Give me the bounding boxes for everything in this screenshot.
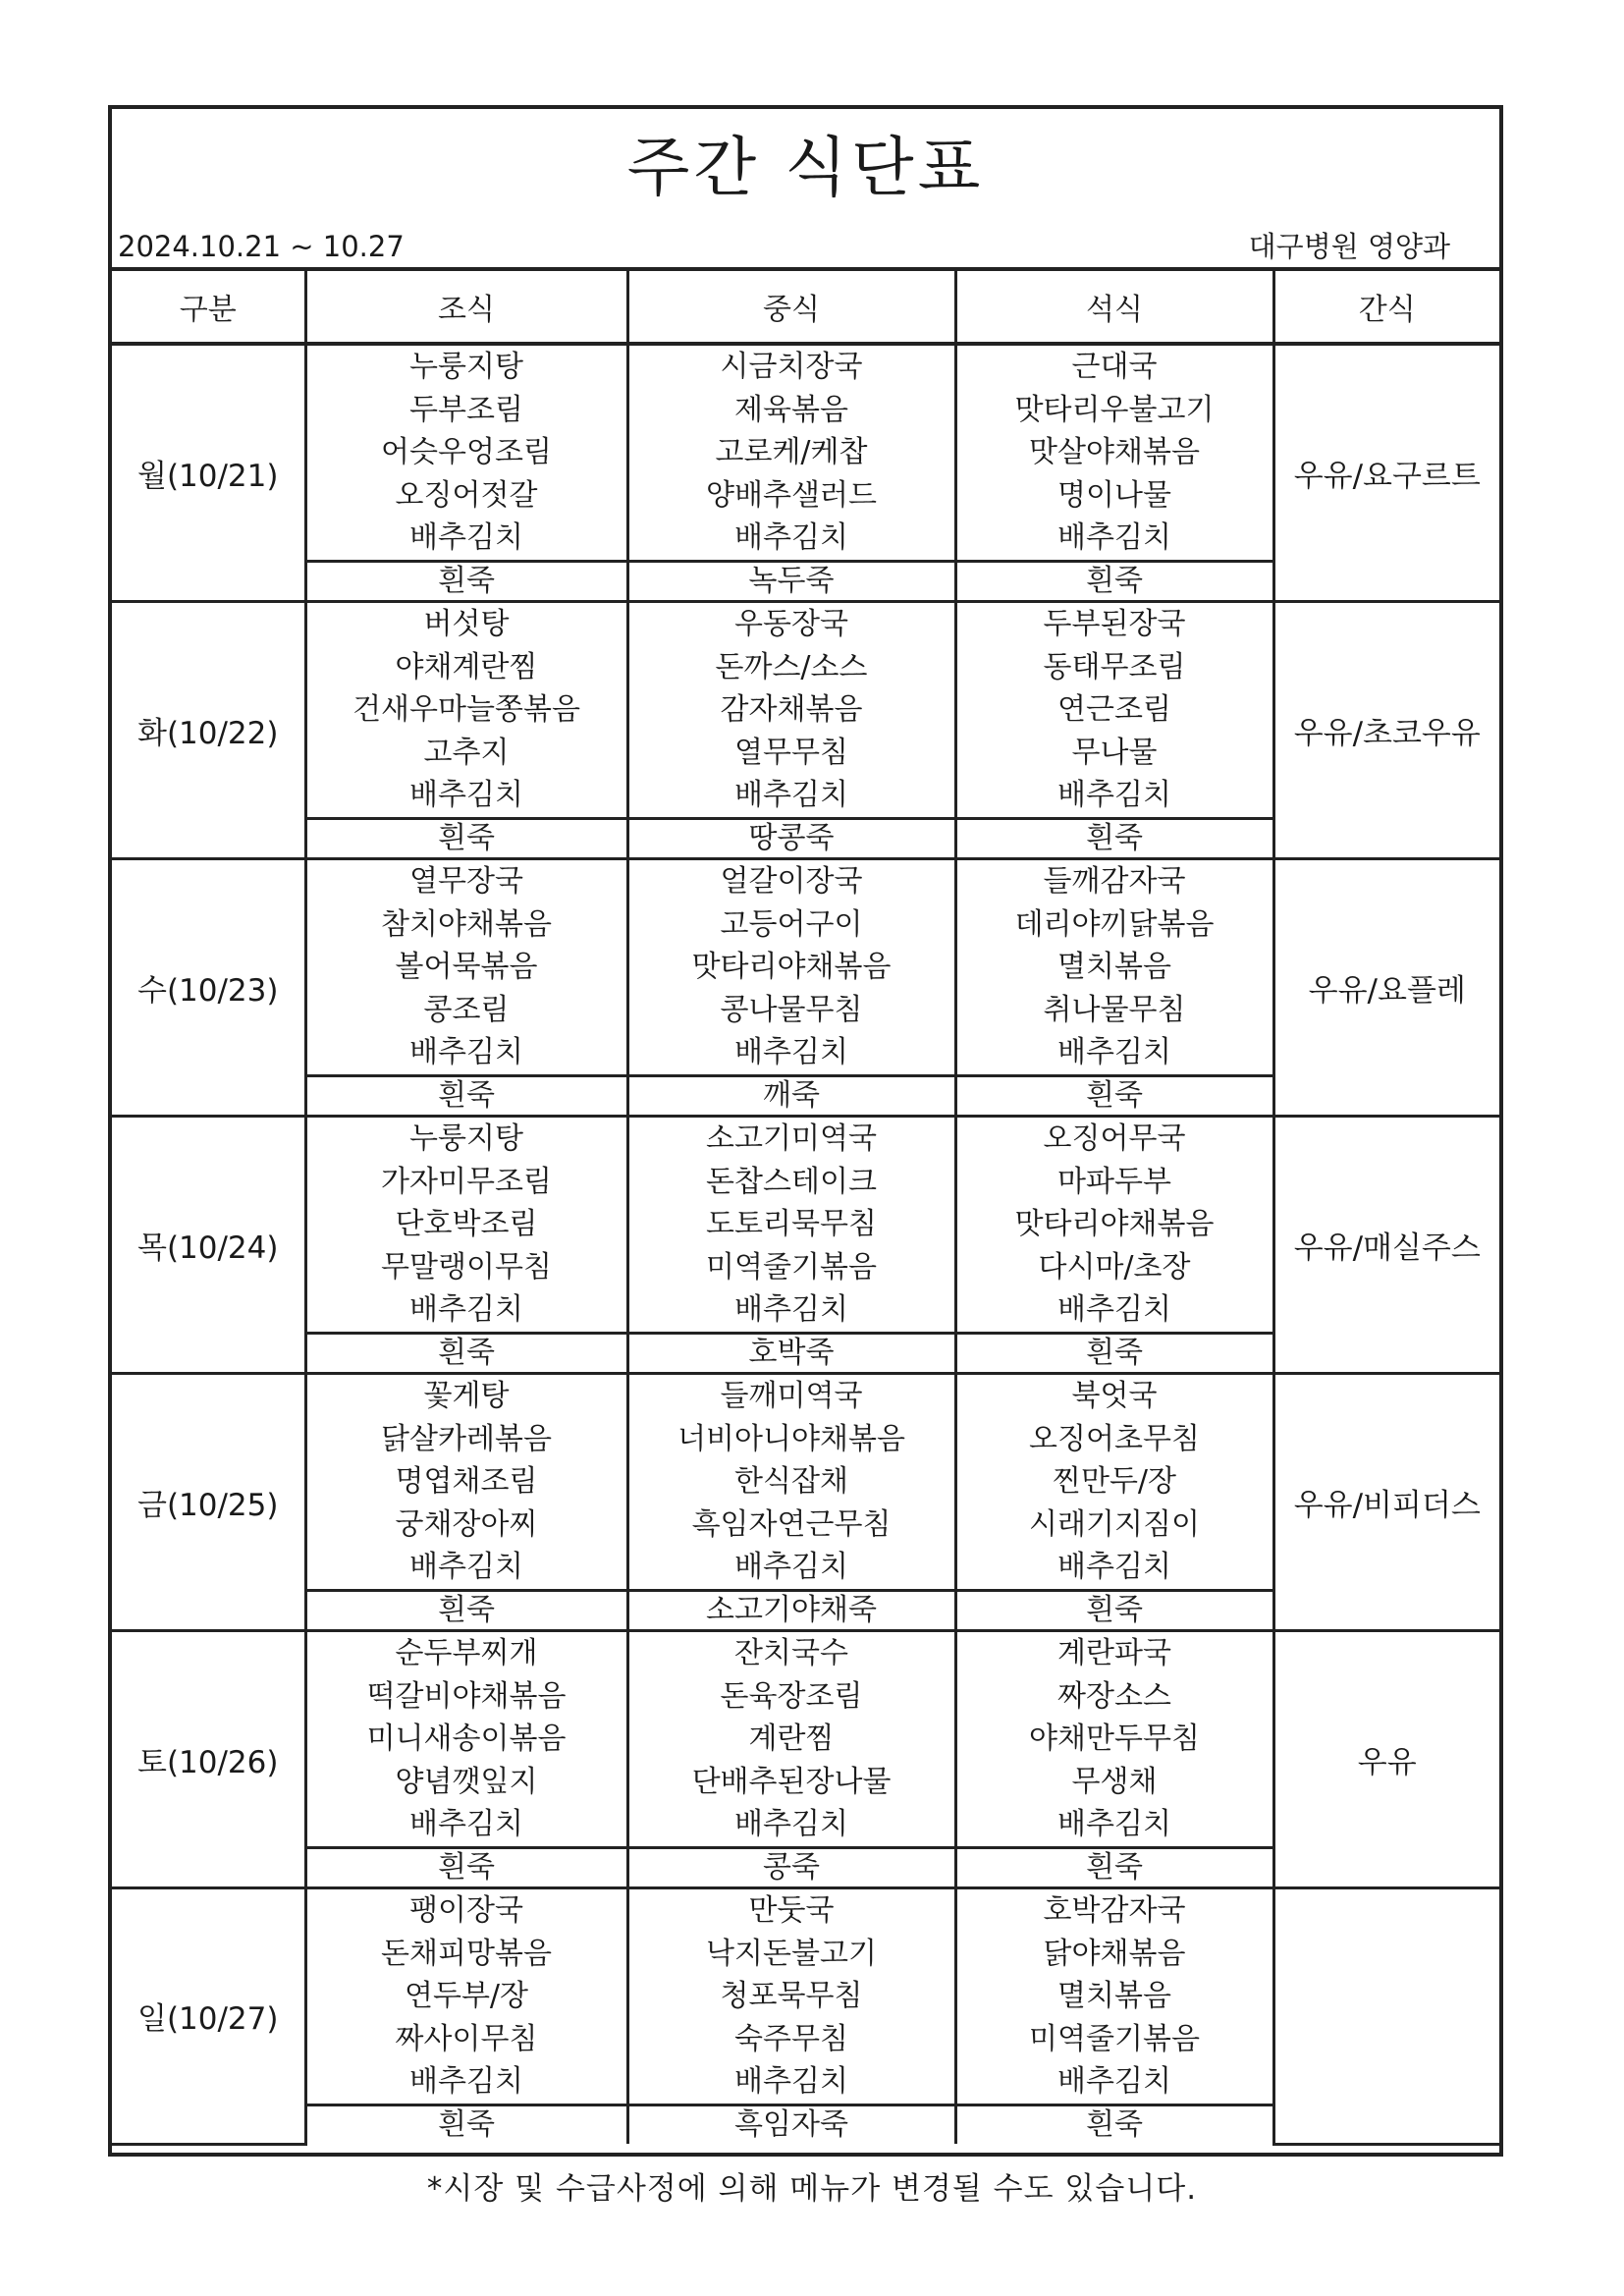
day-row: [112, 344, 1499, 562]
dinner-porridge: 흰죽: [955, 2105, 1273, 2145]
menu-item: 맛타리야채볶음: [1014, 1207, 1215, 1242]
menu-item: 배추김치: [1057, 520, 1171, 556]
menu-item: 흑임자연근무침: [691, 1506, 892, 1542]
menu-item: 꽃게탕: [423, 1379, 510, 1414]
breakfast-porridge: 흰죽: [305, 1076, 627, 1117]
lunch-cell: [627, 602, 955, 819]
menu-item: 멸치볶음: [1057, 950, 1171, 985]
menu-item: 너비아니야채볶음: [677, 1421, 905, 1456]
snack-cell: 우유/요플레: [1273, 859, 1499, 1117]
menu-item: 짜장소스: [1057, 1678, 1171, 1714]
menu-item: 배추김치: [1057, 1292, 1171, 1328]
menu-item: 배추김치: [1057, 2064, 1171, 2100]
menu-sheet: [108, 105, 1503, 2157]
menu-item: 감자채볶음: [720, 692, 863, 728]
date-range: 2024.10.21 ~ 10.27: [118, 230, 405, 263]
menu-item: 다시마/초장: [1038, 1249, 1191, 1285]
breakfast-porridge: 흰죽: [305, 1591, 627, 1631]
lunch-porridge: 소고기야채죽: [627, 1591, 955, 1631]
breakfast-cell: [305, 602, 627, 819]
menu-item: 배추김치: [734, 2064, 848, 2100]
day-row: [112, 602, 1499, 819]
menu-item: 오징어초무침: [1029, 1421, 1200, 1456]
menu-item: 단배추된장나물: [691, 1764, 892, 1799]
lunch-cell: [627, 1888, 955, 2105]
weekly-menu-table: [112, 267, 1499, 2146]
menu-item: 오징어무국: [1043, 1121, 1186, 1157]
breakfast-cell: [305, 859, 627, 1076]
menu-item: 연두부/장: [404, 1979, 529, 2014]
menu-item: 닭야채볶음: [1043, 1936, 1186, 1971]
header-dinner: 석식: [955, 269, 1273, 344]
breakfast-porridge: 흰죽: [305, 562, 627, 602]
snack-cell: 우유/비피더스: [1273, 1374, 1499, 1631]
lunch-porridge: 땅콩죽: [627, 819, 955, 859]
menu-body: [112, 344, 1499, 2144]
day-row: [112, 1374, 1499, 1591]
menu-item: 배추김치: [409, 1035, 523, 1070]
menu-item: 궁채장아찌: [395, 1506, 538, 1542]
breakfast-cell: [305, 344, 627, 562]
menu-item: 낙지돈불고기: [706, 1936, 877, 1971]
menu-item: 들깨미역국: [720, 1379, 863, 1414]
menu-item: 우동장국: [734, 607, 848, 642]
lunch-cell: [627, 1374, 955, 1591]
dinner-porridge: 흰죽: [955, 1591, 1273, 1631]
dinner-cell: [955, 344, 1273, 562]
breakfast-porridge: 흰죽: [305, 2105, 627, 2145]
dinner-porridge: 흰죽: [955, 562, 1273, 602]
header-row: [112, 269, 1499, 344]
menu-item: 들깨감자국: [1043, 864, 1186, 900]
day-label: 토(10/26): [112, 1631, 305, 1888]
menu-item: 잔치국수: [734, 1636, 848, 1671]
menu-item: 근대국: [1071, 350, 1158, 385]
footnote: *시장 및 수급사정에 의해 메뉴가 변경될 수도 있습니다.: [426, 2171, 1198, 2207]
menu-item: 시래기지짐이: [1029, 1506, 1200, 1542]
menu-item: 순두부찌개: [395, 1636, 538, 1671]
day-row: [112, 859, 1499, 1076]
menu-item: 오징어젓갈: [395, 477, 538, 513]
menu-item: 배추김치: [409, 778, 523, 813]
day-label: 금(10/25): [112, 1374, 305, 1631]
menu-item: 배추김치: [1057, 778, 1171, 813]
menu-item: 도토리묵무침: [706, 1207, 877, 1242]
day-row: [112, 1117, 1499, 1334]
breakfast-cell: [305, 1631, 627, 1848]
dinner-cell: [955, 1374, 1273, 1591]
menu-item: 데리야끼닭볶음: [1014, 906, 1215, 942]
header-snack: 간식: [1273, 269, 1499, 344]
menu-item: 배추김치: [409, 2064, 523, 2100]
snack-cell: 우유/초코우유: [1273, 602, 1499, 859]
menu-item: 마파두부: [1057, 1164, 1171, 1199]
menu-item: 만둣국: [748, 1893, 835, 1929]
dinner-cell: [955, 1117, 1273, 1334]
menu-item: 배추김치: [409, 1807, 523, 1842]
menu-item: 콩나물무침: [720, 992, 863, 1027]
menu-item: 취나물무침: [1043, 992, 1186, 1027]
menu-item: 콩조림: [423, 992, 510, 1027]
menu-item: 동태무조림: [1043, 649, 1186, 684]
dinner-porridge: 흰죽: [955, 1334, 1273, 1374]
menu-item: 팽이장국: [409, 1893, 523, 1929]
menu-item: 배추김치: [409, 1550, 523, 1585]
menu-item: 단호박조림: [395, 1207, 538, 1242]
menu-item: 배추김치: [734, 778, 848, 813]
lunch-cell: [627, 1631, 955, 1848]
menu-item: 배추김치: [734, 520, 848, 556]
menu-item: 맛타리우불고기: [1014, 392, 1215, 427]
menu-item: 숙주무침: [734, 2021, 848, 2056]
menu-item: 시금치장국: [720, 350, 863, 385]
menu-item: 무나물: [1071, 735, 1158, 770]
breakfast-porridge: 흰죽: [305, 819, 627, 859]
menu-item: 배추김치: [1057, 1807, 1171, 1842]
menu-item: 누룽지탕: [409, 350, 523, 385]
menu-item: 배추김치: [734, 1035, 848, 1070]
menu-item: 계란파국: [1057, 1636, 1171, 1671]
menu-item: 두부된장국: [1043, 607, 1186, 642]
menu-item: 고로케/케찹: [715, 435, 868, 470]
snack-cell: 우유/매실주스: [1273, 1117, 1499, 1374]
menu-item: 볼어묵볶음: [395, 950, 538, 985]
menu-item: 두부조림: [409, 392, 523, 427]
dinner-porridge: 흰죽: [955, 1848, 1273, 1888]
menu-item: 짜사이무침: [395, 2021, 538, 2056]
menu-item: 야채계란찜: [395, 649, 538, 684]
menu-item: 고추지: [423, 735, 510, 770]
menu-item: 미니새송이볶음: [366, 1722, 567, 1757]
menu-item: 제육볶음: [734, 392, 848, 427]
menu-item: 호박감자국: [1043, 1893, 1186, 1929]
menu-item: 맛살야채볶음: [1029, 435, 1200, 470]
snack-cell: [1273, 1888, 1499, 2145]
menu-item: 돈채피망볶음: [381, 1936, 552, 1971]
menu-item: 무생채: [1071, 1764, 1158, 1799]
lunch-cell: [627, 1117, 955, 1334]
menu-item: 얼갈이장국: [720, 864, 863, 900]
menu-item: 떡갈비야채볶음: [366, 1678, 567, 1714]
menu-item: 돈육장조림: [720, 1678, 863, 1714]
menu-item: 멸치볶음: [1057, 1979, 1171, 2014]
department-name: 대구병원 영양과: [1248, 230, 1450, 263]
menu-item: 누룽지탕: [409, 1121, 523, 1157]
breakfast-cell: [305, 1888, 627, 2105]
dinner-porridge: 흰죽: [955, 819, 1273, 859]
header-breakfast: 조식: [305, 269, 627, 344]
day-label: 목(10/24): [112, 1117, 305, 1374]
dinner-porridge: 흰죽: [955, 1076, 1273, 1117]
menu-item: 참치야채볶음: [381, 906, 552, 942]
menu-item: 미역줄기볶음: [1029, 2021, 1200, 2056]
menu-item: 청포묵무침: [720, 1979, 863, 2014]
menu-item: 배추김치: [734, 1807, 848, 1842]
snack-cell: 우유: [1273, 1631, 1499, 1888]
day-label: 월(10/21): [112, 344, 305, 602]
menu-item: 어슷우엉조림: [381, 435, 552, 470]
header-category: 구분: [112, 269, 305, 344]
menu-item: 배추김치: [409, 520, 523, 556]
menu-item: 배추김치: [409, 1292, 523, 1328]
lunch-porridge: 콩죽: [627, 1848, 955, 1888]
menu-item: 배추김치: [1057, 1550, 1171, 1585]
menu-item: 양배추샐러드: [706, 477, 877, 513]
day-label: 화(10/22): [112, 602, 305, 859]
menu-item: 배추김치: [734, 1550, 848, 1585]
snack-cell: 우유/요구르트: [1273, 344, 1499, 602]
day-label: 일(10/27): [112, 1888, 305, 2145]
menu-item: 양념깻잎지: [395, 1764, 538, 1799]
menu-item: 돈까스/소스: [715, 649, 868, 684]
breakfast-cell: [305, 1374, 627, 1591]
header-lunch: 중식: [627, 269, 955, 344]
lunch-porridge: 녹두죽: [627, 562, 955, 602]
lunch-porridge: 호박죽: [627, 1334, 955, 1374]
menu-item: 고등어구이: [720, 906, 863, 942]
menu-item: 한식잡채: [734, 1464, 848, 1500]
menu-item: 돈찹스테이크: [706, 1164, 877, 1199]
menu-item: 소고기미역국: [706, 1121, 877, 1157]
menu-item: 가자미무조림: [381, 1164, 552, 1199]
menu-item: 찐만두/장: [1052, 1464, 1177, 1500]
menu-item: 맛타리야채볶음: [691, 950, 892, 985]
menu-item: 닭살카레볶음: [381, 1421, 552, 1456]
day-row: [112, 1631, 1499, 1848]
menu-item: 버섯탕: [423, 607, 510, 642]
menu-item: 건새우마늘쫑볶음: [352, 692, 580, 728]
menu-item: 미역줄기볶음: [706, 1249, 877, 1285]
menu-item: 배추김치: [734, 1292, 848, 1328]
menu-item: 무말랭이무침: [381, 1249, 552, 1285]
menu-item: 열무무침: [734, 735, 848, 770]
breakfast-porridge: 흰죽: [305, 1848, 627, 1888]
menu-item: 열무장국: [409, 864, 523, 900]
dinner-cell: [955, 602, 1273, 819]
day-label: 수(10/23): [112, 859, 305, 1117]
lunch-cell: [627, 344, 955, 562]
lunch-porridge: 흑임자죽: [627, 2105, 955, 2145]
page-title: 주간 식단표: [626, 130, 985, 205]
menu-item: 명이나물: [1057, 477, 1171, 513]
menu-item: 야채만두무침: [1029, 1722, 1200, 1757]
lunch-porridge: 깨죽: [627, 1076, 955, 1117]
day-row: [112, 1888, 1499, 2105]
menu-item: 북엇국: [1071, 1379, 1158, 1414]
breakfast-porridge: 흰죽: [305, 1334, 627, 1374]
dinner-cell: [955, 1888, 1273, 2105]
menu-item: 계란찜: [748, 1722, 835, 1757]
dinner-cell: [955, 1631, 1273, 1848]
breakfast-cell: [305, 1117, 627, 1334]
menu-item: 연근조림: [1057, 692, 1171, 728]
menu-item: 배추김치: [1057, 1035, 1171, 1070]
menu-item: 명엽채조림: [395, 1464, 538, 1500]
dinner-cell: [955, 859, 1273, 1076]
lunch-cell: [627, 859, 955, 1076]
